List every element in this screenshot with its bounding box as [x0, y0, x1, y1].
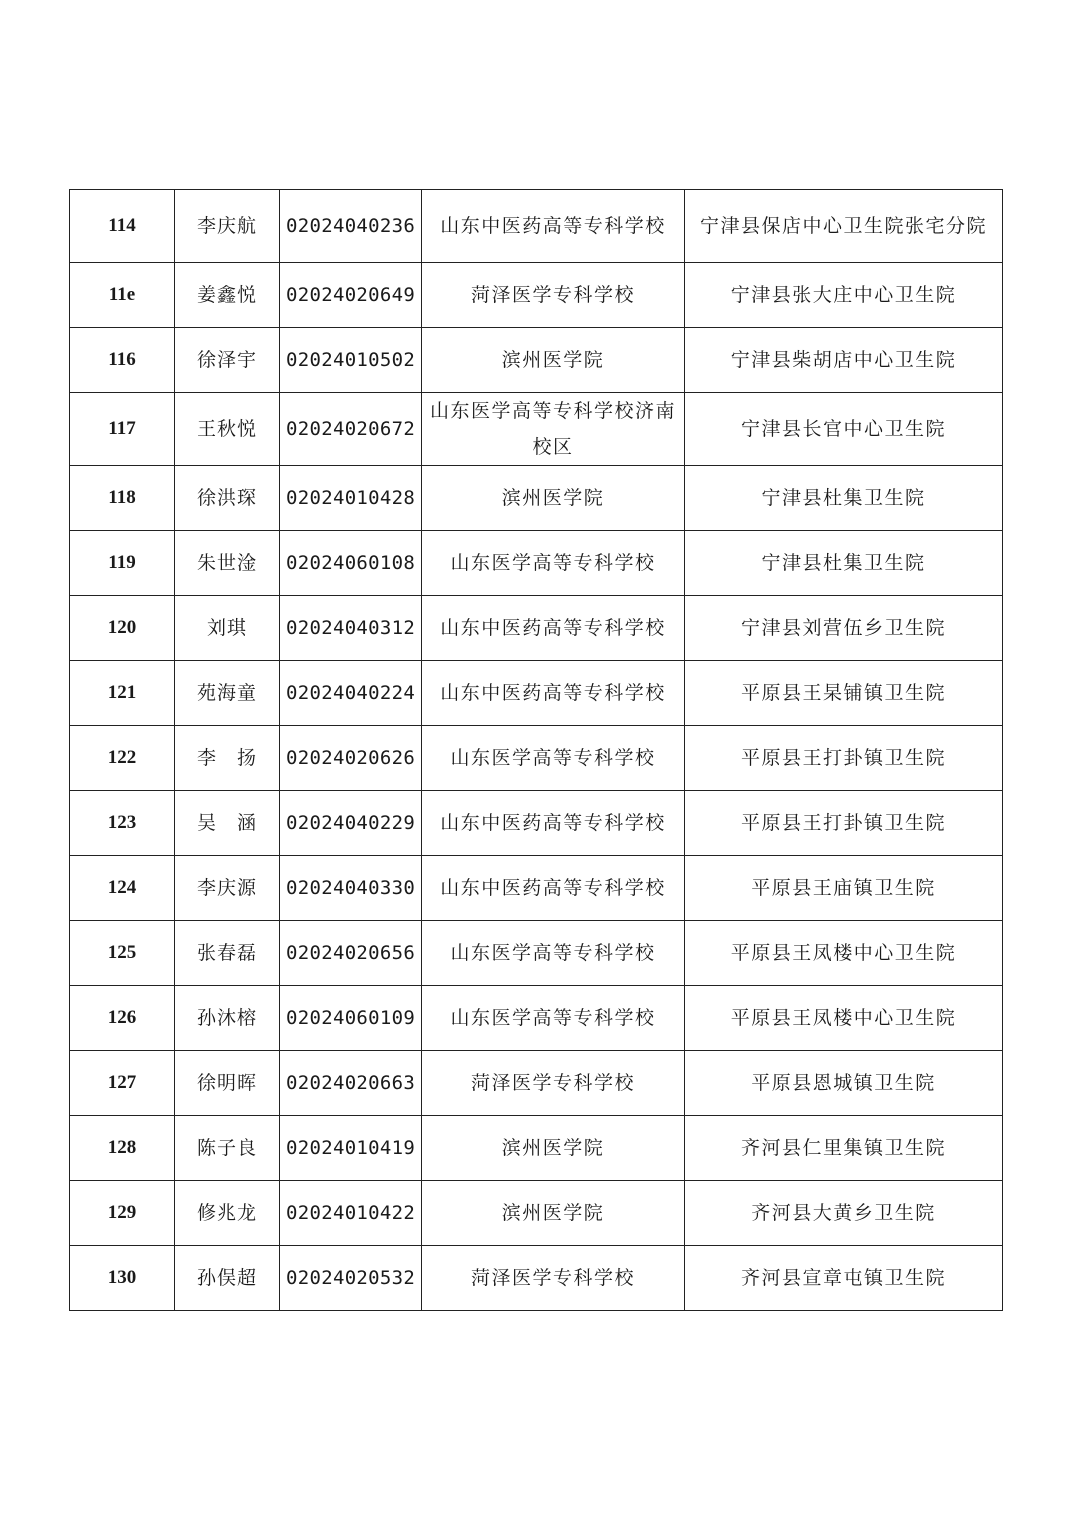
assigned-unit: 平原县恩城镇卫生院	[685, 1051, 1003, 1116]
table-row	[70, 791, 1003, 856]
graduate-school: 山东中医药高等专科学校	[422, 190, 685, 263]
person-name: 吴 涵	[175, 791, 280, 856]
assigned-unit: 宁津县杜集卫生院	[685, 466, 1003, 531]
person-name: 陈子良	[175, 1116, 280, 1181]
row-number: 120	[70, 596, 175, 661]
table-row	[70, 263, 1003, 328]
table-row	[70, 1051, 1003, 1116]
row-number: 129	[70, 1181, 175, 1246]
table-row	[70, 921, 1003, 986]
person-name: 朱世淦	[175, 531, 280, 596]
assigned-unit: 平原县王打卦镇卫生院	[685, 791, 1003, 856]
graduate-school: 山东中医药高等专科学校	[422, 791, 685, 856]
exam-id: 02024040229	[280, 791, 422, 856]
table-row	[70, 1116, 1003, 1181]
graduate-school: 山东医学高等专科学校	[422, 726, 685, 791]
person-name: 苑海童	[175, 661, 280, 726]
assigned-unit: 宁津县柴胡店中心卫生院	[685, 328, 1003, 393]
exam-id: 02024020663	[280, 1051, 422, 1116]
row-number: 125	[70, 921, 175, 986]
graduate-school: 滨州医学院	[422, 1181, 685, 1246]
graduate-school: 山东中医药高等专科学校	[422, 856, 685, 921]
row-number: 130	[70, 1246, 175, 1311]
graduate-school: 滨州医学院	[422, 1116, 685, 1181]
graduate-school: 菏泽医学专科学校	[422, 1246, 685, 1311]
person-name: 徐洪琛	[175, 466, 280, 531]
row-number: 127	[70, 1051, 175, 1116]
person-name: 李 扬	[175, 726, 280, 791]
assigned-unit: 宁津县长官中心卫生院	[685, 393, 1003, 466]
table-row	[70, 661, 1003, 726]
table-row	[70, 596, 1003, 661]
exam-id: 02024020656	[280, 921, 422, 986]
row-number: 11е	[70, 263, 175, 328]
assigned-unit: 齐河县宣章屯镇卫生院	[685, 1246, 1003, 1311]
graduate-school: 菏泽医学专科学校	[422, 263, 685, 328]
person-name: 刘琪	[175, 596, 280, 661]
row-number: 128	[70, 1116, 175, 1181]
exam-id: 02024010428	[280, 466, 422, 531]
graduate-school: 山东医学高等专科学校	[422, 531, 685, 596]
exam-id: 02024060108	[280, 531, 422, 596]
row-number: 118	[70, 466, 175, 531]
table-row	[70, 531, 1003, 596]
assigned-unit: 平原县王凤楼中心卫生院	[685, 986, 1003, 1051]
row-number: 114	[70, 190, 175, 263]
person-name: 孙俣超	[175, 1246, 280, 1311]
roster-body	[70, 190, 1003, 1311]
graduate-school: 山东中医药高等专科学校	[422, 661, 685, 726]
person-name: 王秋悦	[175, 393, 280, 466]
row-number: 119	[70, 531, 175, 596]
assigned-unit: 宁津县张大庄中心卫生院	[685, 263, 1003, 328]
table-row	[70, 1246, 1003, 1311]
assigned-unit: 宁津县保店中心卫生院张宅分院	[685, 190, 1003, 263]
row-number: 116	[70, 328, 175, 393]
table-row	[70, 726, 1003, 791]
person-name: 徐明晖	[175, 1051, 280, 1116]
table-row	[70, 986, 1003, 1051]
assigned-unit: 平原县王凤楼中心卫生院	[685, 921, 1003, 986]
graduate-school: 山东医学高等专科学校	[422, 921, 685, 986]
exam-id: 02024020649	[280, 263, 422, 328]
exam-id: 02024060109	[280, 986, 422, 1051]
exam-id: 02024040224	[280, 661, 422, 726]
person-name: 张春磊	[175, 921, 280, 986]
row-number: 121	[70, 661, 175, 726]
roster-table	[69, 189, 1003, 1311]
table-row	[70, 393, 1003, 466]
exam-id: 02024020626	[280, 726, 422, 791]
exam-id: 02024040236	[280, 190, 422, 263]
row-number: 117	[70, 393, 175, 466]
graduate-school: 山东医学高等专科学校	[422, 986, 685, 1051]
assigned-unit: 平原县王打卦镇卫生院	[685, 726, 1003, 791]
table-row	[70, 190, 1003, 263]
person-name: 孙沐榕	[175, 986, 280, 1051]
exam-id: 02024010422	[280, 1181, 422, 1246]
graduate-school: 山东中医药高等专科学校	[422, 596, 685, 661]
assigned-unit: 宁津县杜集卫生院	[685, 531, 1003, 596]
exam-id: 02024020672	[280, 393, 422, 466]
person-name: 姜鑫悦	[175, 263, 280, 328]
table-row	[70, 466, 1003, 531]
table-row	[70, 1181, 1003, 1246]
row-number: 122	[70, 726, 175, 791]
assigned-unit: 齐河县大黄乡卫生院	[685, 1181, 1003, 1246]
exam-id: 02024040330	[280, 856, 422, 921]
assigned-unit: 平原县王杲铺镇卫生院	[685, 661, 1003, 726]
person-name: 李庆航	[175, 190, 280, 263]
row-number: 124	[70, 856, 175, 921]
exam-id: 02024010502	[280, 328, 422, 393]
person-name: 李庆源	[175, 856, 280, 921]
graduate-school: 山东医学高等专科学校济南校区	[422, 393, 685, 466]
table-row	[70, 856, 1003, 921]
person-name: 修兆龙	[175, 1181, 280, 1246]
row-number: 123	[70, 791, 175, 856]
graduate-school: 滨州医学院	[422, 466, 685, 531]
exam-id: 02024010419	[280, 1116, 422, 1181]
graduate-school: 滨州医学院	[422, 328, 685, 393]
exam-id: 02024040312	[280, 596, 422, 661]
table-row	[70, 328, 1003, 393]
row-number: 126	[70, 986, 175, 1051]
assigned-unit: 平原县王庙镇卫生院	[685, 856, 1003, 921]
assigned-unit: 宁津县刘营伍乡卫生院	[685, 596, 1003, 661]
exam-id: 02024020532	[280, 1246, 422, 1311]
person-name: 徐泽宇	[175, 328, 280, 393]
assigned-unit: 齐河县仁里集镇卫生院	[685, 1116, 1003, 1181]
graduate-school: 菏泽医学专科学校	[422, 1051, 685, 1116]
